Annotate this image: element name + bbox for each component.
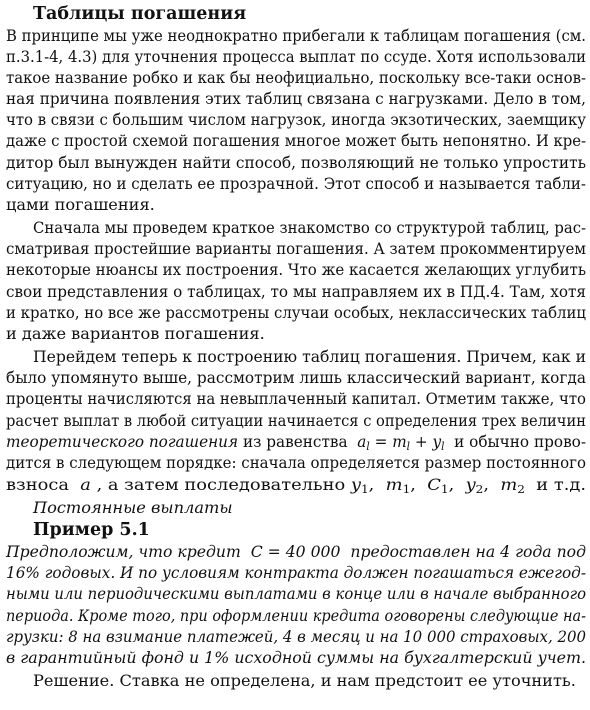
text-run: взноса: [6, 475, 81, 494]
text-line: и даже вариантов погашения.: [6, 324, 265, 343]
subscript: 1: [440, 483, 449, 496]
section-heading: Таблицы погашения: [33, 4, 247, 24]
subscript: 2: [517, 483, 525, 496]
text-line: цами погашения.: [6, 195, 155, 214]
text-line: даже с простой схемой погашения многое может быть непонятно. И кре-: [6, 131, 586, 150]
text-line: В принципе мы уже неоднократно прибегали к таблицам погашения (см.: [6, 26, 586, 45]
subscript: l: [406, 440, 411, 453]
subscript: 1: [402, 483, 411, 496]
text-run: m: [500, 475, 518, 494]
text-line: свои представления о таблицах, то мы направляем их в ПД.4. Там, хотя: [6, 282, 586, 301]
text-run: из равенства: [238, 432, 358, 451]
text-run: +: [410, 432, 433, 451]
text-line: ситуацию, но и сделать ее прозрачной. Этот способ и называется табли-: [6, 174, 586, 193]
text-line: ная причина появления этих таблиц связана с нагрузками. Дело в том,: [6, 89, 586, 108]
text-line: [6, 434, 586, 452]
text-line: Перейдем теперь к построению таблиц погашения. Причем, как и: [33, 347, 586, 366]
text-line: ными или периодическими выплатами в конце или в начале выбранного: [6, 584, 586, 603]
subscript: 1: [360, 483, 369, 496]
text-run: =: [369, 432, 393, 451]
text-run: ,: [410, 475, 428, 494]
text-line: что в связи с большим числом нагрузок, иногда экзотических, заемщику: [6, 110, 586, 129]
text-line: проценты начисляются на невыплаченный капитал. Отметим также, что: [6, 389, 586, 408]
text-line: некоторые нюансы их построения. Что же касается желающих углубить: [6, 260, 586, 279]
text-line: в гарантийный фонд и 1% исходной суммы на бухгалтерский учет.: [6, 648, 586, 667]
text-line: сматривая простейшие варианты погашения. А затем прокомментируем: [6, 239, 586, 258]
text-line: Постоянные выплаты: [33, 498, 233, 517]
text-line: Предположим, что кредит C = 40 000 предоставлен на 4 года под: [6, 542, 586, 561]
text-run: ,: [448, 475, 466, 494]
text-run: ,: [368, 475, 386, 494]
text-line: 16% годовых. И по условиям контракта должен погашаться ежегод-: [6, 563, 586, 582]
subscript: 2: [475, 483, 484, 496]
text-line: было упомянуто выше, рассмотрим лишь классический вариант, когда: [6, 368, 586, 387]
text-line: и кратко, но все же рассмотрены случаи особых, неклассических таблиц: [6, 303, 586, 322]
subscript: l: [366, 440, 370, 453]
text-run: m: [385, 475, 403, 494]
text-line: периода. Кроме того, при оформлении кредита оговорены следующие на-: [6, 606, 586, 625]
text-line: Сначала мы проведем краткое знакомство со структурой таблиц, рас-: [33, 218, 586, 237]
text-line: такое название робко и как бы неофициально, поскольку все-таки основ-: [6, 68, 586, 87]
example-heading: Пример 5.1: [33, 520, 150, 540]
text-run: теоретического погашения: [6, 432, 239, 451]
text-line: [6, 477, 586, 495]
text-run: a: [80, 475, 91, 494]
text-line: расчет выплат в любой ситуации начинается с определения трех величин: [6, 411, 586, 430]
subscript: l: [441, 440, 445, 453]
text-run: a: [357, 432, 367, 451]
text-run: ,: [483, 475, 501, 494]
text-run: y: [350, 475, 361, 494]
text-run: , а затем последовательно: [90, 475, 351, 494]
text-line: Решение. Ставка не определена, и нам предстоит ее уточнить.: [33, 671, 576, 690]
text-run: m: [392, 432, 407, 451]
text-line: дитор был вынужден найти способ, позволяющий не только упростить: [6, 153, 586, 172]
text-line: дится в следующем порядке: сначала определяется размер постоянного: [6, 453, 586, 472]
text-run: и т.д.: [524, 475, 586, 494]
text-line: грузки: 8 на взимание платежей, 4 в месяц и на 10 000 страховых, 200: [6, 627, 586, 646]
text-line: п.3.1-4, 4.3) для уточнения процесса выплат по ссуде. Хотя использовали: [6, 47, 586, 66]
text-run: C: [427, 475, 441, 494]
text-run: и обычно прово-: [444, 432, 586, 451]
text-run: y: [465, 475, 476, 494]
text-run: y: [432, 432, 442, 451]
